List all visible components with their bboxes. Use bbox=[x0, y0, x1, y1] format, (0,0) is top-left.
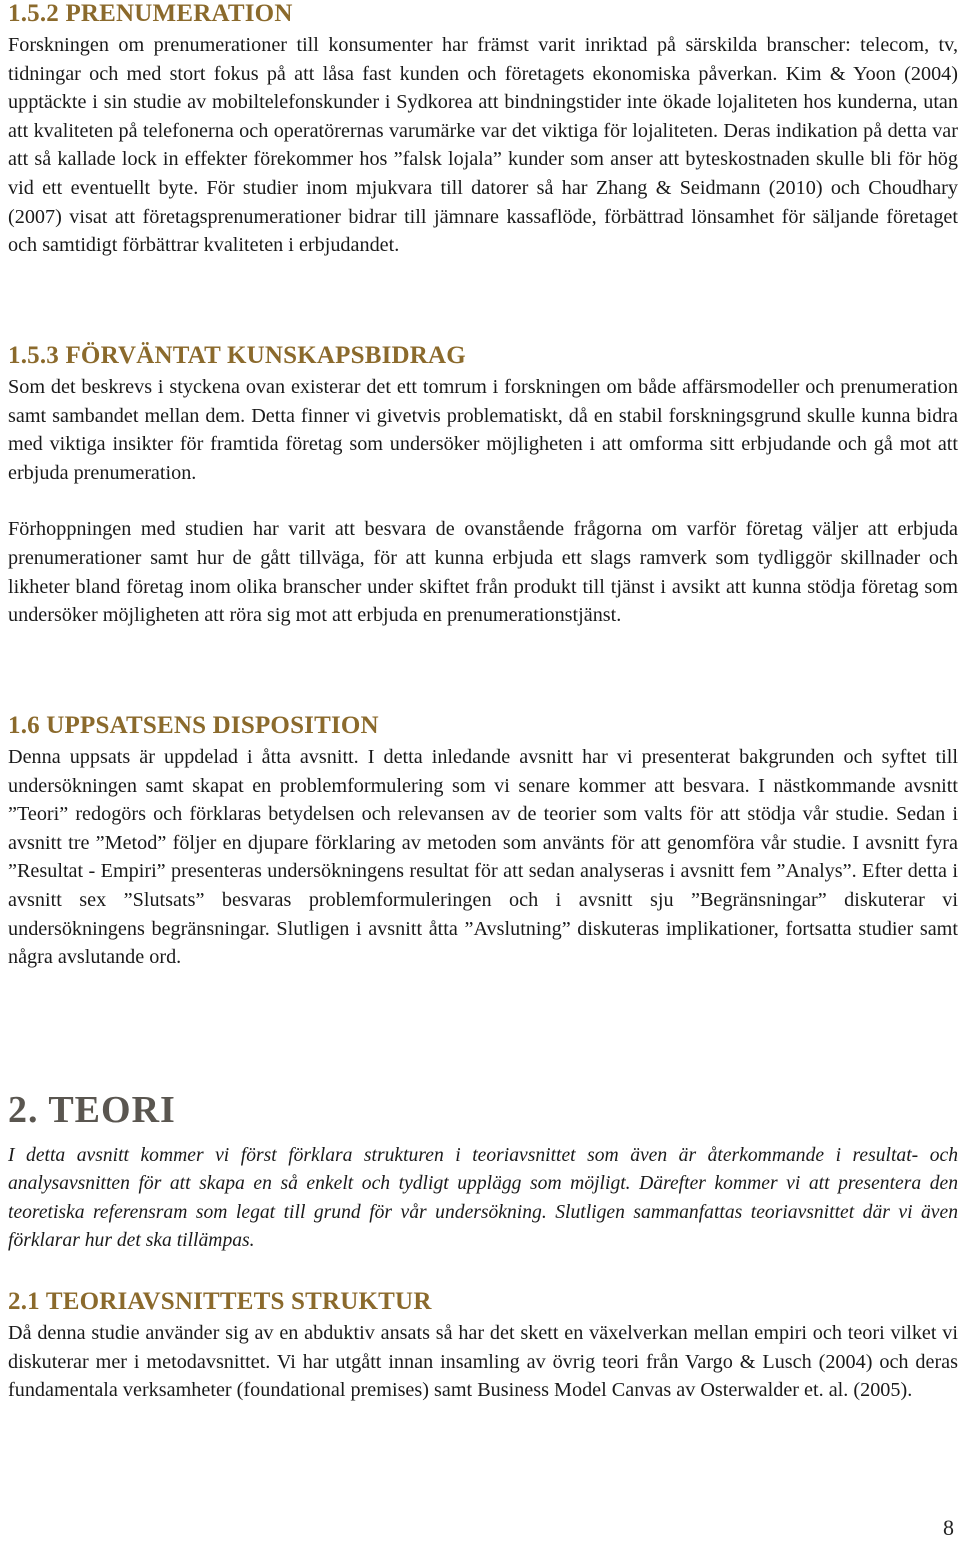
section-2-1 bbox=[8, 1288, 958, 1405]
section-heading: 2.1 TEORIAVSNITTETS STRUKTUR bbox=[8, 1288, 432, 1315]
section-heading: 1.5.2 PRENUMERATION bbox=[8, 0, 293, 27]
section-paragraph: Som det beskrevs i styckena ovan existerar det ett tomrum i forskningen om både affärsmodeller och prenumeration samt sambandet mellan dem. Detta finner vi givetvis problematiskt, då en stabil forskningsgrund skulle kunna bidra med viktiga insikter för framtida företag som undersöker möjligheten i att omforma sitt erbjudande och gå mot att erbjuda prenumeration. bbox=[8, 376, 958, 484]
section-1-5-3 bbox=[8, 342, 958, 630]
section-paragraph: Denna uppsats är uppdelad i åtta avsnitt. I detta inledande avsnitt har vi presenterat bakgrunden och syftet till undersökningen samt skapat en problemformulering som vi senare kommer att besvara. I nästkommande avsnitt ”Teori” redogörs och förklaras betydelsen och relevansen av de teorier som valts för att stödja vår studie. Sedan i avsnitt tre ”Metod” följer en djupare förklaring av metoden som använts för att genomföra vår studie. I avsnitt fyra ”Resultat - Empiri” presenteras undersökningens resultat för att sedan analyseras i avsnitt fem ”Analys”. Efter detta i avsnitt sex ”Slutsats” besvaras problemformuleringen och i avsnitt sju ”Begränsningar” diskuterar vi undersökningens begränsningar. Slutligen i avsnitt åtta ”Avslutning” diskuteras implikationer, fortsatta studier samt några avslutande ord. bbox=[8, 746, 958, 969]
page-number: 8 bbox=[943, 1515, 954, 1540]
section-heading: 1.5.3 FÖRVÄNTAT KUNSKAPSBIDRAG bbox=[8, 342, 466, 369]
chapter-2 bbox=[8, 1088, 958, 1256]
section-1-6 bbox=[8, 712, 958, 972]
section-paragraph: Förhoppningen med studien har varit att besvara de ovanstående frågorna om varför företag väljer att erbjuda prenumerationer samt hur de gått tillväga, för att kunna erbjuda ett slags ramverk som tydliggör skillnader och likheter bland företag inom olika branscher under skiftet från produkt till tjänst i avsikt att kunna stödja företag som undersöker möjligheten att röra sig mot att erbjuda en prenumerationstjänst. bbox=[8, 518, 958, 627]
chapter-intro: I detta avsnitt kommer vi först förklara strukturen i teoriavsnittet som även är återkommande i resultat- och analysavsnitten för att skapa en så enkelt och tydligt upplägg som möjligt. Därefter kommer vi att presentera den teoretiska referensram som legat till grund för vår undersökning. Slutligen sammanfattas teoriavsnittet där vi även förklarar hur det ska tillämpas. bbox=[8, 1145, 958, 1252]
section-heading: 1.6 UPPSATSENS DISPOSITION bbox=[8, 712, 379, 739]
section-paragraph: Forskningen om prenumerationer till konsumenter har främst varit inriktad på särskilda branscher: telecom, tv, tidningar och med stort fokus på att låsa fast kunden och företagets ekonomiska påverkan. Kim & Yoon (2004) upptäckte i sin studie av mobiltelefonskunder i Sydkorea att bindningstider inte ökade lojaliteten hos kunderna, utan att kvaliteten på telefonerna och operatörernas varumärke var det viktiga för lojaliteten. Deras indikation på detta var att så kallade lock in effekter förekommer hos ”falsk lojala” kunder som anser att byteskostnaden skulle bli för hög vid ett eventuellt byte. För studier inom mjukvara till datorer så har Zhang & Seidmann (2010) och Choudhary (2007) visat att företagsprenumerationer bidrar till jämnare kassaflöde, förbättrad lönsamhet för säljande företaget och samtidigt förbättrar kvaliteten i erbjudandet. bbox=[8, 34, 958, 257]
section-paragraph: Då denna studie använder sig av en abduktiv ansats så har det skett en växelverkan mellan empiri och teori vilket vi diskuterar mer i metodavsnittet. Vi har utgått innan insamling av övrig teori från Vargo & Lusch (2004) och deras fundamentala verksamheter (foundational premises) samt Business Model Canvas av Osterwalder et. al. (2005). bbox=[8, 1322, 958, 1402]
chapter-heading: 2. TEORI bbox=[8, 1089, 176, 1131]
section-1-5-2 bbox=[8, 0, 958, 260]
